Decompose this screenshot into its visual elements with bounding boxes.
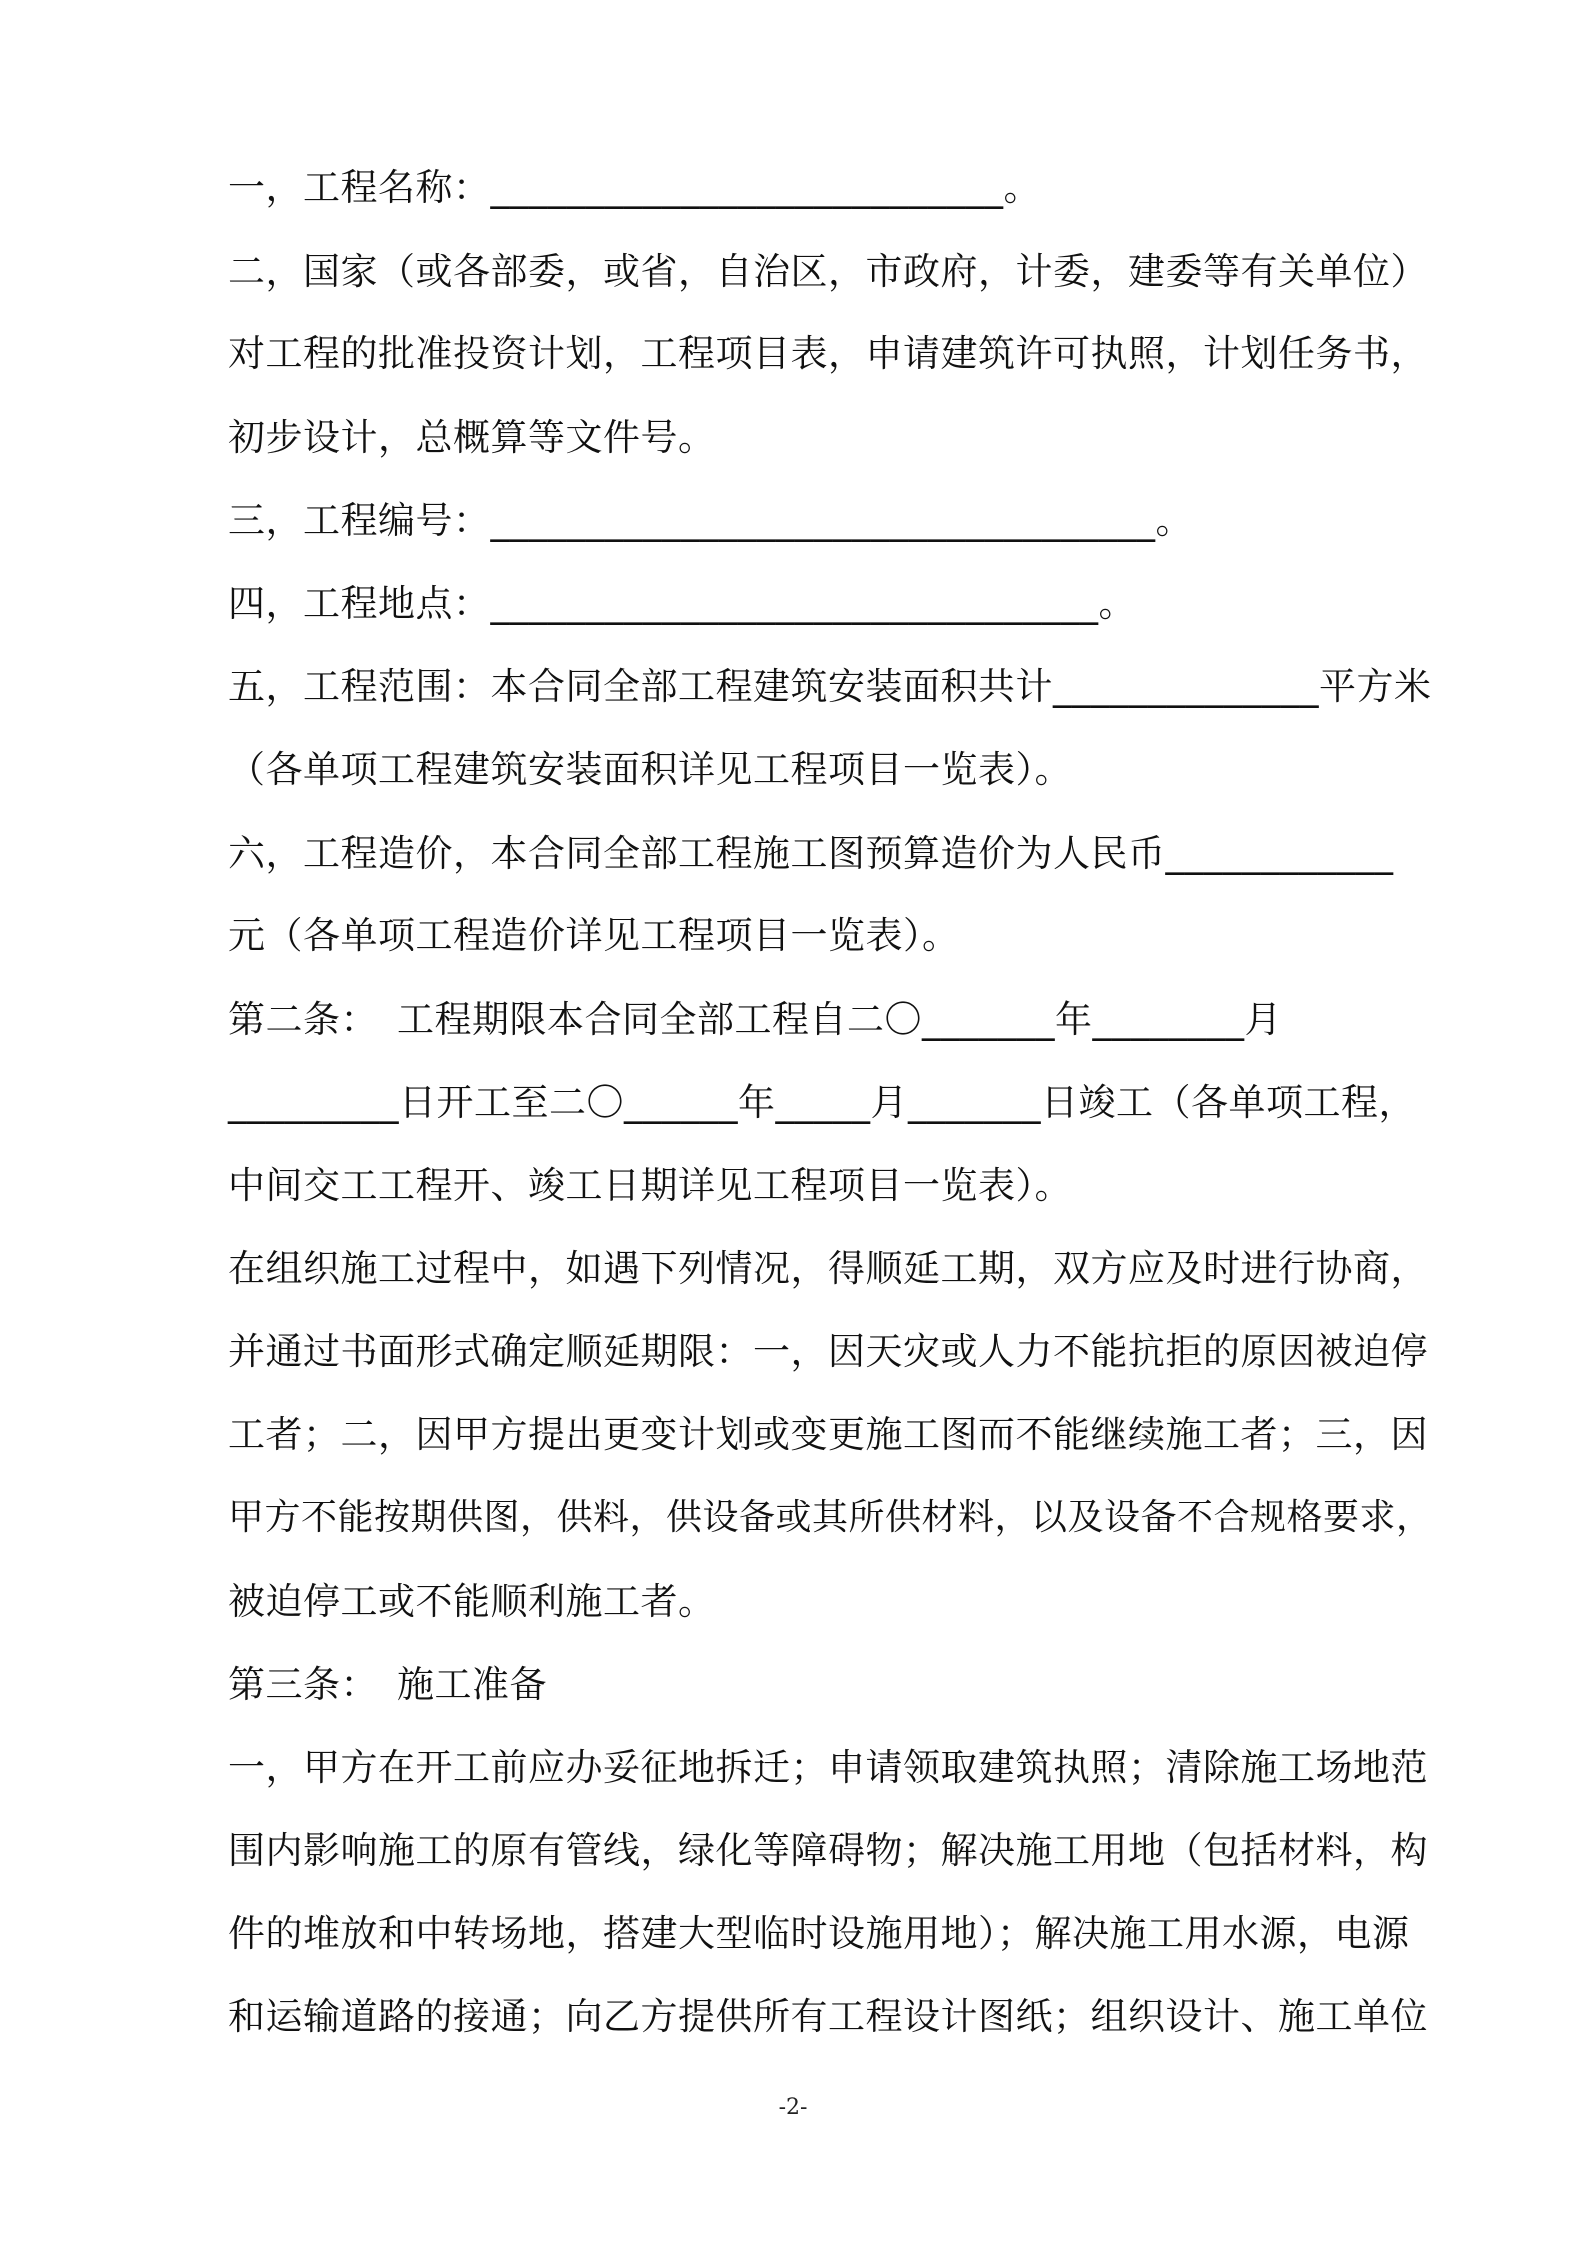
text-line: 六，工程造价，本合同全部工程施工图预算造价为人民币____________ bbox=[228, 832, 1394, 875]
page-number: -2- bbox=[778, 2095, 808, 2120]
text-line: 中间交工工程开、竣工日期详见工程项目一览表）。 bbox=[228, 1164, 1072, 1207]
text-line: 甲方不能按期供图，供料，供设备或其所供材料，以及设备不合规格要求， bbox=[228, 1497, 1433, 1538]
text-line: 四，工程地点：________________________________。 bbox=[228, 582, 1136, 625]
text-line: 一，甲方在开工前应办妥征地拆迁；申请领取建筑执照；清除施工场地范 bbox=[228, 1746, 1428, 1789]
text-line: 在组织施工过程中，如遇下列情况，得顺延工期，双方应及时进行协商， bbox=[228, 1247, 1428, 1290]
text-line: 初步设计，总概算等文件号。 bbox=[228, 416, 716, 459]
text-line: 三，工程编号：___________________________________。 bbox=[228, 499, 1193, 542]
text-line: 对工程的批准投资计划，工程项目表，申请建筑许可执照，计划任务书， bbox=[228, 332, 1428, 375]
text-line: 件的堆放和中转场地，搭建大型临时设施用地）；解决施工用水源，电源 bbox=[228, 1912, 1410, 1955]
text-line: 五，工程范围：本合同全部工程建筑安装面积共计______________平方米 bbox=[228, 665, 1432, 708]
text-line: （各单项工程建筑安装面积详见工程项目一览表）。 bbox=[228, 748, 1072, 791]
text-line: 元（各单项工程造价详见工程项目一览表）。 bbox=[228, 914, 960, 957]
text-line: _________日开工至二〇______年_____月_______日竣工（各单项工程， bbox=[228, 1081, 1416, 1124]
text-line: 并通过书面形式确定顺延期限：一，因天灾或人力不能抗拒的原因被迫停 bbox=[228, 1330, 1428, 1373]
text-line: 第二条： 工程期限本合同全部工程自二〇_______年________月 bbox=[228, 998, 1282, 1041]
text-line: 二，国家（或各部委，或省，自治区，市政府，计委，建委等有关单位） bbox=[228, 250, 1428, 293]
text-line: 和运输道路的接通；向乙方提供所有工程设计图纸；组织设计、施工单位 bbox=[228, 1995, 1428, 2038]
text-line: 第三条： 施工准备 bbox=[228, 1663, 547, 1706]
text-line: 一，工程名称：___________________________。 bbox=[228, 166, 1041, 209]
text-line: 围内影响施工的原有管线，绿化等障碍物；解决施工用地（包括材料，构 bbox=[228, 1829, 1428, 1872]
text-line: 工者；二，因甲方提出更变计划或变更施工图而不能继续施工者；三，因 bbox=[228, 1413, 1428, 1456]
text-line: 被迫停工或不能顺利施工者。 bbox=[228, 1580, 716, 1623]
